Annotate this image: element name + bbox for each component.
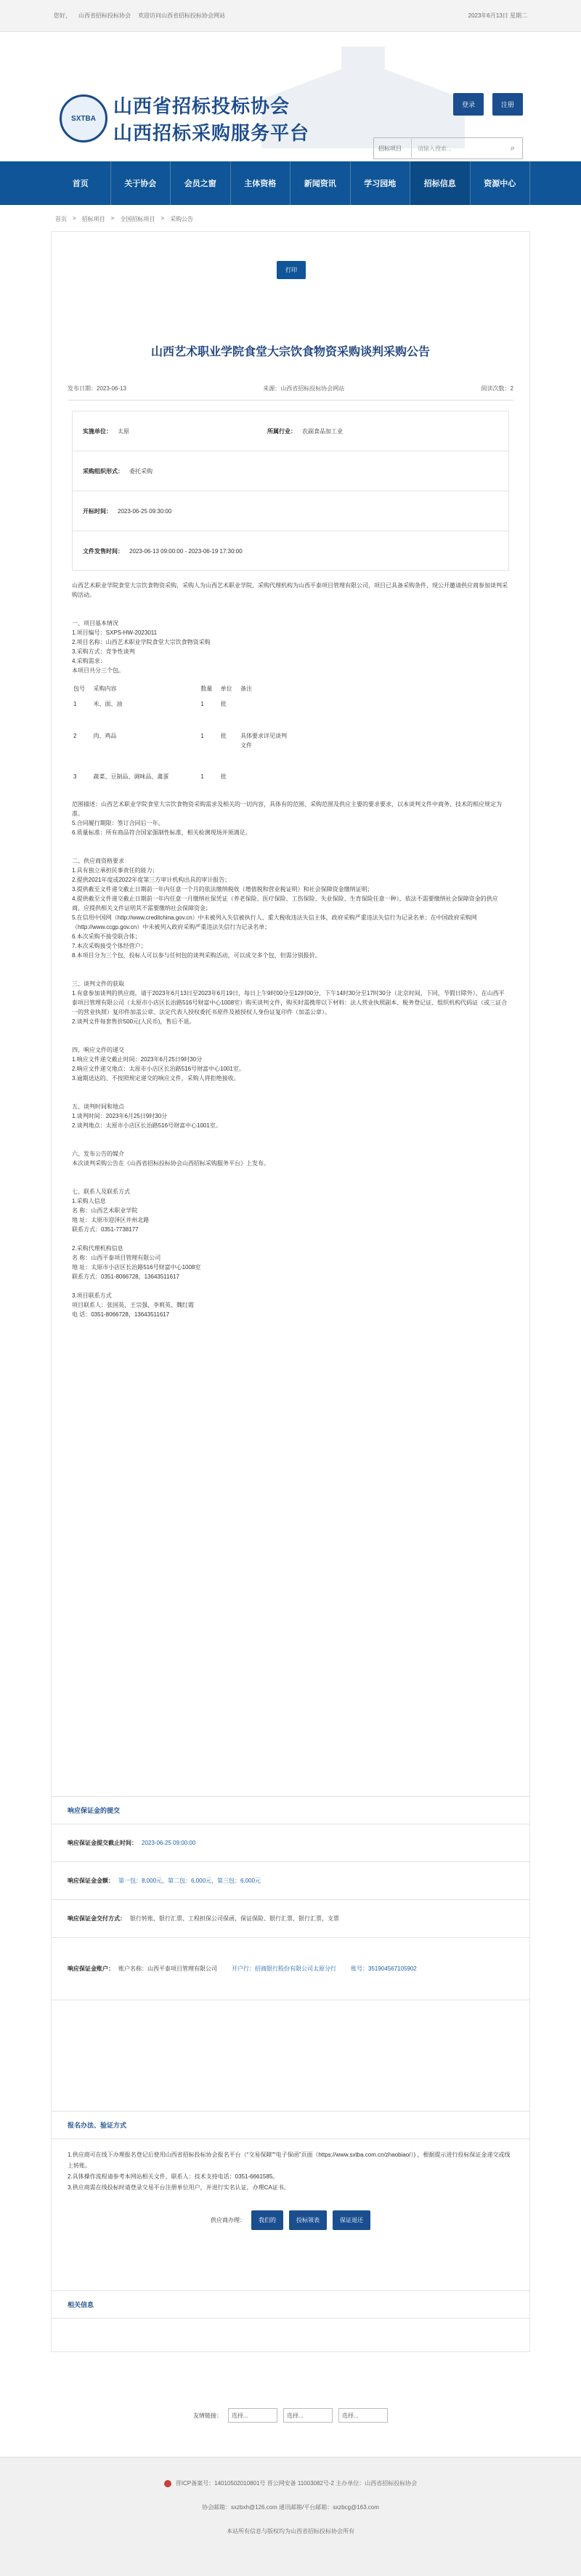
deposit-title: 响应保证金的提交 [52, 1797, 529, 1824]
friend-links-select[interactable]: 选择... [283, 2408, 333, 2423]
nav-resources[interactable]: 资源中心 [471, 161, 531, 205]
body-line: 8.本项目分为三个包，投标人可以参与任何包的谈判采购活动，可以成交多个包，但需分别报价。 [72, 952, 321, 959]
welcome-message: 欢迎访问山西省招标投标协会网站 [138, 12, 225, 19]
body-line: 范围描述：山西艺术职业学院食堂大宗饮食物资采购需求及相关的一切内容，具体有的范围、采购范围及供应主要的要求要求，以本谈判文件中商务、技术的相应规定为准。 [72, 801, 502, 817]
deposit-key: 响应保证金账户： [68, 1965, 114, 1972]
body-line: 1.谈判时间：2023年6月25日9时30分 [72, 1113, 168, 1119]
top-bar [0, 0, 581, 32]
register-button[interactable]: 注册 [492, 93, 523, 116]
body-line: 1.具有独立承担民事责任的能力； [72, 867, 158, 874]
body-line: 1.项目编号：SXPS-HW-2023011 [72, 629, 158, 636]
article-container [51, 231, 530, 2352]
body-line: 电 话：0351-8066728，13643511617 [72, 1311, 170, 1318]
body-line: 4.采购需求： [72, 658, 106, 664]
nav-members[interactable]: 会员之窗 [171, 161, 231, 205]
info-value: 2023-06-13 09:00:00 - 2023-06-19 17:30:00 [129, 548, 243, 555]
signup-instructions [52, 2139, 529, 2203]
search-icon[interactable]: ⌕ [510, 143, 516, 153]
footer-icp: 晋ICP备案号：14010502010801号 晋公网安备 11003082号-2 主办单位：山西省招标投标协会 [175, 2480, 418, 2487]
site-logo[interactable] [60, 92, 309, 145]
body-line: 2.提供2021年度或2022年度第三方审计机构出具的审计报告； [72, 877, 231, 883]
table-cell: 蔬菜、豆制品、调味品、禽蛋 [93, 773, 169, 780]
table-header: 包号 [73, 685, 85, 692]
body-line: 3.逾期送达的、不按照规定递交的响应文件，采购人将拒绝接收。 [72, 1075, 240, 1082]
info-row [73, 491, 508, 531]
body-line: 三、谈判文件的获取 [72, 981, 124, 987]
breadcrumb-national[interactable]: 全国招标项目 [120, 216, 155, 222]
nav-about[interactable]: 关于协会 [111, 161, 171, 205]
body-line: 3.项目联系方式 [72, 1292, 112, 1299]
body-line: 本次谈判采购公告在《山西省招标投标协会山西招标采购服务平台》上发布。 [72, 1160, 269, 1167]
table-cell: 1 [200, 773, 204, 780]
body-line: 地 址：太原市迎泽区并州北路 [72, 1217, 150, 1223]
deposit-value: 2023-06-25 09:00:00 [142, 1840, 196, 1846]
breadcrumb-projects[interactable]: 招标项目 [81, 216, 105, 222]
nav-tenders[interactable]: 招标信息 [410, 161, 471, 205]
article-meta [68, 385, 513, 401]
body-line: 1.响应文件递交截止时间：2023年6月25日9时30分 [72, 1056, 203, 1063]
friend-links-label: 友情链接： [193, 2412, 222, 2419]
body-line: 2.项目名称：山西艺术职业学院食堂大宗饮食物资采购 [72, 639, 211, 645]
deposit-key: 响应保证金交付方式： [68, 1915, 126, 1922]
instruction-line: 2.具体操作流程请参考本网站相关文件，联系人：技术支持电话：0351-6661585。 [68, 2173, 279, 2180]
table-cell: 1 [73, 701, 77, 707]
info-key: 采购组织形式： [83, 467, 123, 475]
search-category-select[interactable]: 招标项目 [374, 138, 412, 158]
nav-learning[interactable]: 学习园地 [351, 161, 411, 205]
deposit-refund-button[interactable]: 保证退还 [333, 2210, 370, 2230]
deposit-key: 响应保证金金额： [68, 1877, 114, 1884]
breadcrumb-current: 采购公告 [170, 216, 194, 222]
deposit-key: 响应保证金提交截止时间： [68, 1840, 137, 1846]
deposit-row [52, 1938, 529, 2000]
body-line: 4.提供截至文件递交截止日期前一年内任意一月缴纳社保凭证（养老保险、医疗保险、工伤保险、失业保险、生育保险任意一种），依法不需要缴纳社会保障资金的供应商，应提供相关文件证明其不需要缴纳社会保障资金； [72, 895, 498, 911]
body-line: 二、供应商资格要求 [72, 858, 124, 864]
footer-copyright: 本站所有信息与版权均为山西省招标投标协会所有 [227, 2528, 354, 2535]
signup-prompt: 供应商办理： [211, 2217, 245, 2223]
info-value: 太原 [118, 427, 129, 435]
body-line [72, 1234, 509, 1244]
table-cell: 米、面、油 [93, 701, 123, 707]
body-line: 1.采购人信息 [72, 1198, 106, 1204]
table-cell: 批 [220, 701, 227, 707]
signup-title: 报名办法、验证方式 [52, 2112, 529, 2139]
nav-news[interactable]: 新闻资讯 [290, 161, 351, 205]
deposit-row [52, 1862, 529, 1900]
info-key: 实施单位： [83, 427, 112, 435]
info-key: 文件发售时间： [83, 548, 123, 555]
deposit-value: 第一包：8,000元，第二包：6,000元，第三包：6,000元 [118, 1877, 261, 1884]
friend-links-bar [0, 2403, 581, 2428]
table-cell: 肉、鸡品 [93, 733, 117, 739]
signup-section [52, 2111, 529, 2237]
body-line: 3.采购方式：竞争性谈判 [72, 648, 135, 655]
info-value: 农副食品加工业 [302, 427, 343, 435]
info-key: 所属行业： [267, 427, 296, 435]
breadcrumb-home[interactable]: 首页 [55, 216, 67, 222]
welcome-text: 您好， [54, 12, 71, 19]
intro-paragraph: 山西艺术职业学院食堂大宗饮食物资采购，采购人为山西艺术职业学院，采购代理机构为山西平泰项目管理有限公司，项目已具备采购条件，现公开邀请供应商参加谈判采购活动。 [72, 582, 508, 598]
police-badge-icon [164, 2480, 171, 2487]
nav-qualification[interactable]: 主体资格 [231, 161, 291, 205]
table-cell: 1 [200, 733, 204, 739]
account-name: 账户名称：山西平泰项目管理有限公司 [118, 1965, 217, 1972]
body-line: 名 称：山西平泰项目管理有限公司 [72, 1255, 161, 1261]
table-cell: 具体要求详见谈判文件 [240, 733, 287, 749]
body-line: 5.在信用中国网（http://www.creditchina.gov.cn）中未被列入失信被执行人、重大税收违法失信主体，政府采购严重违法失信行为记录名单；在中国政府采购网（http://www.ccgp.gov.cn）中未被列入政府采购严重违法失信行为记录名单； [72, 914, 477, 930]
body-line: 六、发布公告的媒介 [72, 1151, 124, 1157]
publish-date: 发布日期：2023-06-13 [68, 385, 126, 392]
friend-links-select[interactable]: 选择... [228, 2408, 277, 2423]
body-line: 6.质量标准：所有商品符合国家强制性标准，相关检测现场并须满足。 [72, 829, 251, 836]
account-bank: 开户行：招商银行股份有限公司太原分行 [232, 1965, 336, 1972]
body-line [72, 1281, 509, 1291]
deposit-value: 银行转账、银行汇票、工程担保公司保函、保证保险、银行汇票，银行汇票，支票 [130, 1915, 339, 1922]
project-info-table [72, 411, 509, 571]
association-emblem-icon: SXTBA [60, 94, 107, 142]
org-subtitle: 山西招标采购服务平台 [113, 123, 310, 144]
header [0, 32, 581, 161]
table-cell: 2 [73, 733, 77, 739]
table-cell: 1 [200, 701, 204, 707]
body-line: 6.本次采购不接受联合体； [72, 933, 141, 940]
info-row [73, 411, 508, 451]
body-line: 名 称：山西艺术职业学院 [72, 1207, 138, 1214]
body-line: 2.谈判地点：太原市小店区长治路516号财富中心1001室。 [72, 1122, 222, 1129]
body-line: 项目联系人：张国英、王宗强、李莉英、魏红霞 [72, 1302, 194, 1308]
info-row [73, 531, 508, 571]
related-title: 相关信息 [52, 2291, 529, 2319]
info-key: 开标时间： [83, 507, 112, 515]
article-title: 山西艺术职业学院食堂大宗饮食物资采购谈判采购公告 [150, 346, 430, 358]
body-line: 七、联系人及联系方式 [72, 1188, 130, 1195]
table-cell: 批 [220, 773, 227, 780]
search-box [373, 137, 523, 159]
table-cell [239, 696, 290, 728]
body-line: 2.响应文件递交地点：太原市小店区长治路516号财富中心1001室。 [72, 1066, 245, 1072]
nav-home[interactable]: 首页 [51, 161, 111, 205]
article-source: 来源：山西省招标投标协会网站 [263, 385, 345, 392]
info-value: 委托采购 [129, 467, 153, 475]
article-body [72, 581, 509, 1319]
info-value: 2023-06-25 09:30:00 [118, 507, 172, 515]
instruction-line: 3.供应商需在线投标时请登录交易平台注册单位用户，并进行实名认证，办理CA证书。 [68, 2184, 290, 2191]
table-cell [239, 769, 290, 784]
org-title: 山西省招标投标协会 [113, 96, 290, 117]
body-line: 四、响应文件的递交 [72, 1047, 124, 1053]
body-line: 7.本次采购接受个体经营户； [72, 943, 147, 949]
table-cell: 批 [220, 733, 227, 739]
date-text: 2023年6月13日 星期二 [468, 12, 527, 19]
deposit-row [52, 1900, 529, 1938]
body-line: 联系方式：0351-8066728，13643511617 [72, 1273, 179, 1280]
search-input[interactable]: 请输入搜索... [418, 145, 452, 152]
instruction-line: 1.供应商可在线下办理报名登记后使用山西省招标投标协会报名平台（“交易保障”“电子保函”页面（https://www.sxtba.com.cn/zhaobiao/）) ，根据提示进行投标保证金递交或线上转账。 [68, 2152, 511, 2169]
body-line: 2.谈判文件每套售价500元(人民币)，售后不退。 [72, 1018, 195, 1025]
login-button[interactable]: 登录 [453, 93, 484, 116]
body-line: 本项目共分三个包。 [72, 667, 124, 674]
deposit-row [52, 1824, 529, 1862]
body-line: 5.合同履行期限：签订合同后一年。 [72, 820, 164, 826]
table-header: 数量 [200, 685, 213, 692]
print-button[interactable]: 打印 [277, 261, 306, 279]
body-line: 地 址：太原市小店区长治路516号财富中心1008室 [72, 1264, 201, 1271]
view-count: 阅读次数：2 [481, 385, 513, 392]
signup-actions [52, 2203, 529, 2237]
breadcrumb: 首页 > 招标项目 > 全国招标项目 > 采购公告 [55, 215, 194, 222]
bid-form-button[interactable]: 投标领表 [289, 2210, 327, 2230]
footer [0, 2457, 581, 2576]
related-section [52, 2290, 529, 2319]
package-table [72, 681, 290, 784]
table-header: 备注 [240, 685, 252, 692]
body-line: 1.有意参加谈判的供应商，请于2023年6月13日至2023年6月19日，每日上午9时00分至12时00分，下午14时30分至17时30分（北京时间，下同，节假日除外），在山西平泰项目管理有限公司（太原市小店区长治路516号财富中心1008室）购买谈判文件，购买时需携带以下材料：法人营业执照副本、税务登记证、组织机构代码证（或三证合一的营业执照）复印件加盖公章、法定代表人授权委托书原件及被授权人身份证复印件（加盖公章）。 [72, 990, 508, 1015]
table-header: 采购内容 [93, 685, 117, 692]
table-cell: 3 [73, 773, 77, 780]
info-row [73, 451, 508, 491]
body-line: 3.提供截至文件递交截止日期前一年内任意一个月的依法缴纳税收（增值税和营业税证明）和社会保障资金缴纳证明； [72, 886, 373, 893]
body-line: 联系方式：0351-7738177 [72, 1226, 139, 1233]
account-number: 账号：351904567105902 [351, 1965, 417, 1972]
body-line: 2.采购代理机构信息 [72, 1245, 123, 1252]
deposit-section [52, 1796, 529, 2000]
friend-links-select[interactable]: 选择... [338, 2408, 388, 2423]
body-line: 一、项目基本情况 [72, 620, 118, 627]
our-button[interactable]: 我们的 [251, 2210, 283, 2230]
table-header: 单位 [220, 685, 232, 692]
site-name: 山西省招标投标协会 [78, 12, 131, 19]
footer-contact: 协会邮箱：sxzbxh@126.com 通讯邮箱/平台邮箱：sxzbcg@163.com [202, 2504, 379, 2511]
body-line: 五、谈判时间和地点 [72, 1103, 124, 1110]
main-nav [0, 161, 581, 205]
